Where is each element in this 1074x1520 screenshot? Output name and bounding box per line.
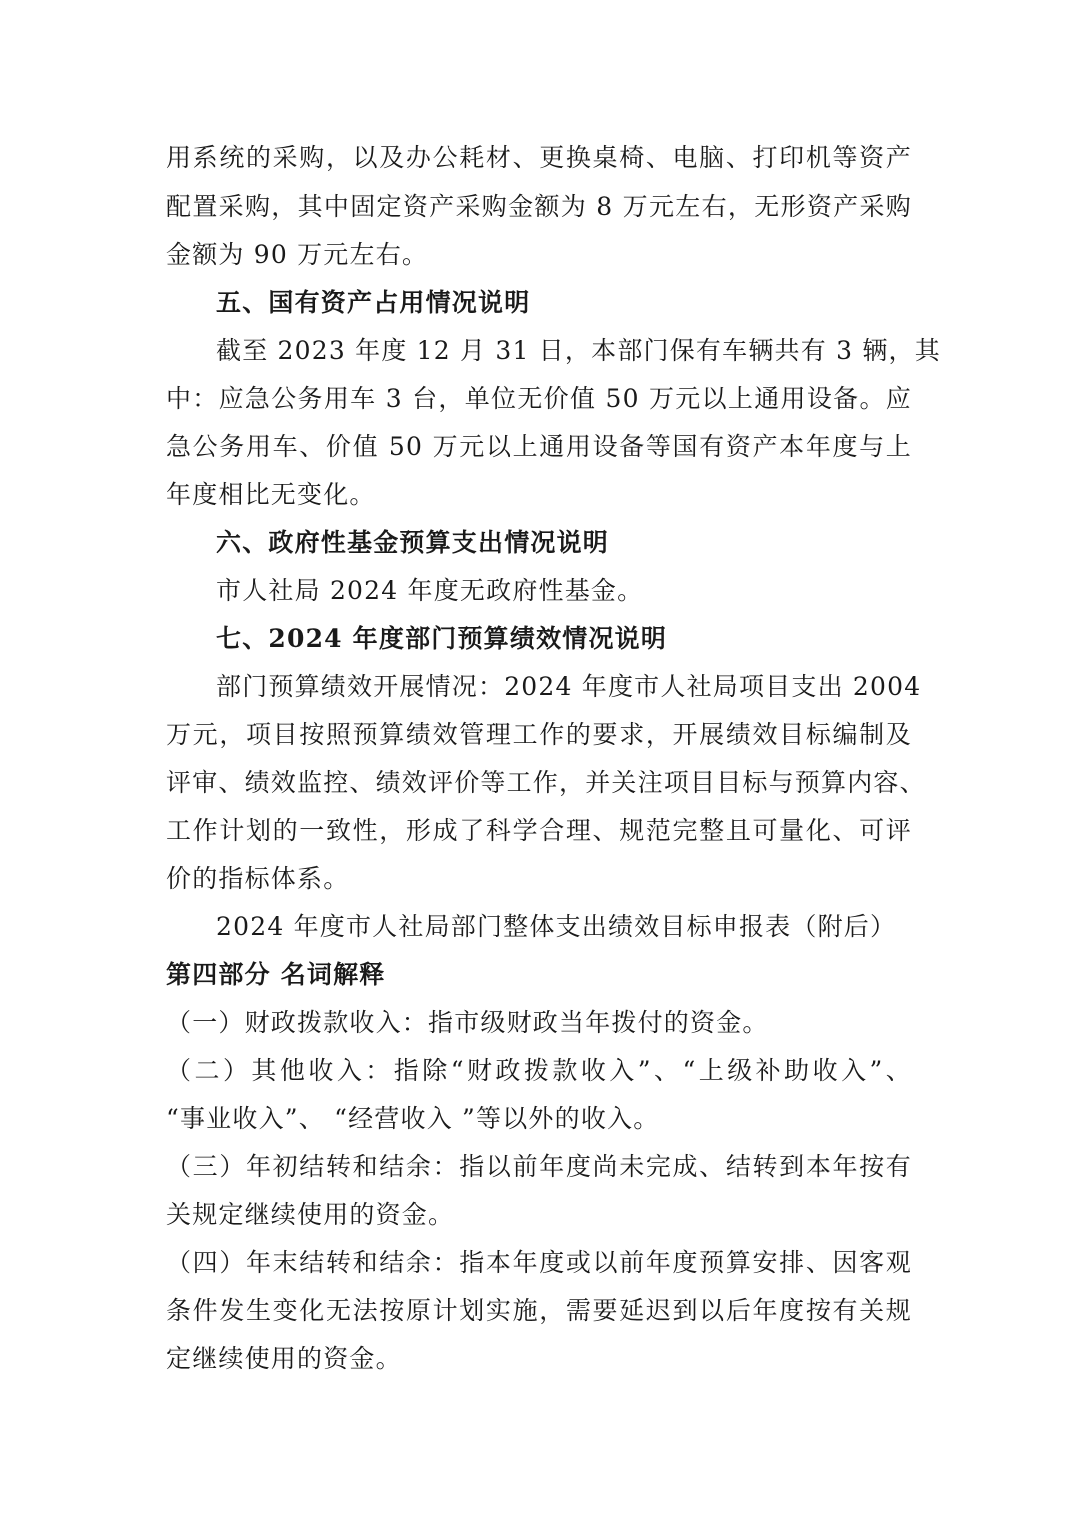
body-line: 截至 2023 年度 12 月 31 日，本部门保有车辆共有 3 辆，其: [216, 336, 941, 365]
section-heading: 五、国有资产占用情况说明: [216, 288, 531, 317]
body-line: 用系统的采购，以及办公耗材、更换桌椅、电脑、打印机等资产: [166, 143, 912, 172]
body-line: 万元，项目按照预算绩效管理工作的要求，开展绩效目标编制及: [166, 720, 912, 749]
section-heading: 六、政府性基金预算支出情况说明: [216, 528, 610, 557]
term-line: 定继续使用的资金。: [166, 1344, 402, 1373]
body-line: 2024 年度市人社局部门整体支出绩效目标申报表（附后）: [216, 912, 897, 941]
term-line: 条件发生变化无法按原计划实施，需要延迟到以后年度按有关规: [166, 1296, 912, 1325]
term-line: （四）年末结转和结余：指本年度或以前年度预算安排、因客观: [166, 1248, 912, 1277]
body-line: 工作计划的一致性，形成了科学合理、规范完整且可量化、可评: [166, 816, 912, 845]
body-line: 金额为 90 万元左右。: [166, 240, 429, 269]
body-line: 价的指标体系。: [166, 864, 350, 893]
term-line: “事业收入”、 “经营收入 ”等以外的收入。: [166, 1104, 660, 1133]
term-line: 关规定继续使用的资金。: [166, 1200, 455, 1229]
body-line: 部门预算绩效开展情况：2024 年度市人社局项目支出 2004: [216, 672, 922, 701]
section-heading: 七、2024 年度部门预算绩效情况说明: [216, 624, 668, 653]
body-line: 市人社局 2024 年度无政府性基金。: [216, 576, 644, 605]
body-line: 急公务用车、价值 50 万元以上通用设备等国有资产本年度与上: [166, 432, 912, 461]
body-line: 中：应急公务用车 3 台，单位无价值 50 万元以上通用设备。应: [166, 384, 912, 413]
term-line: （二）其他收入：指除“财政拨款收入”、“上级补助收入”、: [166, 1056, 912, 1085]
term-line: （一）财政拨款收入：指市级财政当年拨付的资金。: [166, 1008, 769, 1037]
term-line: （三）年初结转和结余：指以前年度尚未完成、结转到本年按有: [166, 1152, 912, 1181]
body-line: 配置采购，其中固定资产采购金额为 8 万元左右，无形资产采购: [166, 192, 912, 221]
body-line: 年度相比无变化。: [166, 480, 376, 509]
part-heading: 第四部分 名词解释: [166, 960, 386, 989]
body-line: 评审、绩效监控、绩效评价等工作，并关注项目目标与预算内容、: [166, 768, 926, 797]
